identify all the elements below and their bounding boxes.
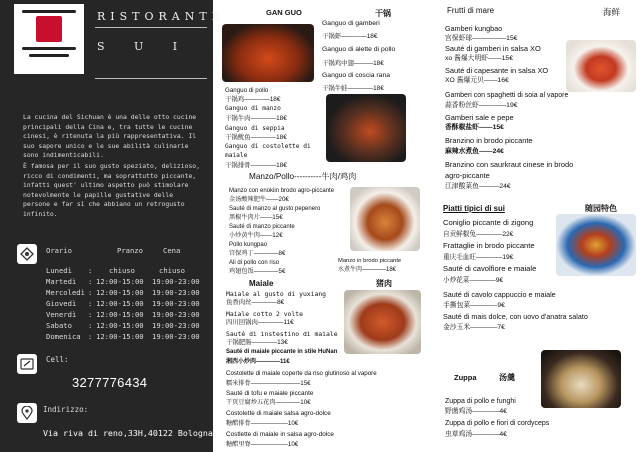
divider — [95, 78, 207, 79]
menu-line: 四川回锅肉————11€ — [226, 319, 294, 326]
hours-dinner: 19:00-23:00 — [152, 332, 200, 341]
hours-lunch: 12:00-15:00 — [96, 288, 144, 297]
menu-line: Pollo kungpao — [229, 242, 268, 248]
hours-header-orario: Orario — [46, 246, 72, 255]
menu-line: 干锅虾————18€ — [322, 33, 378, 40]
menu-line: Sauté di cavolo cappuccio e maiale — [443, 290, 556, 299]
section-title-zuppa: Zuppa — [454, 373, 477, 382]
menu-line: Coniglio piccante di zigong — [443, 218, 534, 227]
menu-line: 干锅鸡————18€ — [225, 96, 281, 103]
menu-line: 香酥椒盐虾——15€ — [445, 124, 504, 131]
about-paragraph-2: È famosa per il suo gusto speziato, delizioso, ricco di condimenti, ma soprattutto piccante, infatti quest' ultimo aspetto può stimolare notevolmente le papille gustative delle persone e far sì che abbiano un retrogusto infinito. — [23, 161, 200, 218]
menu-line: 干锅肥肠————13€ — [226, 339, 288, 346]
menu-line: 干锅鱿鱼————18€ — [225, 134, 287, 141]
menu-line: 宫保鸡丁————8€ — [229, 250, 286, 257]
menu-line: 黑椒牛肉片——15€ — [229, 214, 283, 221]
dish-photo-piatti — [556, 214, 636, 276]
menu-line: 干页豆腐炒五花肉————10€ — [226, 399, 311, 406]
menu-line: Sauté di instestino di maiale — [226, 330, 338, 338]
menu-line: Ganguo di costolette di — [225, 143, 311, 150]
hours-dinner: 19:00-23:00 — [152, 299, 200, 308]
menu-line: Maiale cotto 2 volte — [226, 310, 303, 318]
menu-line: 蒜香粉丝虾————19€ — [445, 102, 518, 109]
divider — [95, 27, 207, 28]
menu-line: 自贡鲜椒兔————22€ — [443, 231, 514, 238]
menu-line: Costolette di maiale salsa agro-dolce — [226, 410, 331, 417]
menu-line: XO 酱爆元贝——16€ — [445, 77, 509, 84]
menu-line: 鸡翅包饭————5€ — [229, 268, 286, 275]
hours-sep: : — [88, 266, 93, 275]
menu-line: 糯米排骨————————15€ — [226, 380, 311, 387]
menu-line: Sauté di cavolfiore e maiale — [443, 264, 537, 273]
menu-line: Sauté di manzo piccante — [229, 224, 295, 230]
menu-line: Maiale al gusto di yuxiang — [226, 290, 327, 298]
hours-sep: : — [88, 332, 93, 341]
section-title-maiale: Maiale — [249, 279, 274, 288]
menu-line: 干锅牛蛙————18€ — [322, 85, 384, 92]
info-panel — [0, 0, 225, 452]
menu-line: 小炒花菜————9€ — [443, 277, 504, 284]
menu-line: Gamberi con spaghetti di soia al vapore — [445, 92, 569, 99]
menu-line: 小炒黄牛肉——12€ — [229, 232, 283, 239]
hours-sep: : — [88, 288, 93, 297]
hours-sep: : — [88, 277, 93, 286]
about-text — [23, 113, 203, 220]
section-title-gan-guo: GAN GUO — [266, 8, 302, 17]
hours-lunch: 12:00-15:00 — [96, 277, 144, 286]
hours-dinner: 19:00-23:00 — [152, 288, 200, 297]
menu-line: Costlette di maiale in salsa agro-dolce — [226, 431, 334, 438]
hours-day: Domenica — [46, 332, 81, 341]
section-title-piatti-cn: 随园特色 — [585, 204, 617, 213]
hours-lunch: 12:00-15:00 — [96, 299, 144, 308]
menu-line: Branzino con saurkraut cinese in brodo — [445, 160, 574, 169]
menu-line: 麻辣水煮鱼——24€ — [445, 148, 504, 155]
menu-line: 手撕包菜————9€ — [443, 302, 505, 309]
hours-lunch: chiuso — [109, 266, 135, 275]
hours-lunch: 12:00-15:00 — [96, 321, 144, 330]
menu-line: maiale — [225, 152, 248, 159]
about-paragraph-1: La cucina del Sichuan è una delle otto cucine principali della Cina e, tra tutte le cucine cinesi, è ritenuta la più rappresentativa. Il suo sapore unico e le sue abilità culinarie sono indimenticabili. — [23, 113, 197, 160]
hours-day: Lunedì — [46, 266, 72, 275]
menu-line: 野菌鸡汤————4€ — [445, 408, 507, 415]
hours-dinner: 19:00-23:00 — [152, 277, 200, 286]
opening-hours — [46, 246, 211, 356]
hours-lunch: 12:00-15:00 — [96, 332, 144, 341]
brand-name-line1: RISTORANTE — [97, 10, 225, 23]
menu-line: Ganguo di alette di pollo — [322, 46, 396, 53]
hours-day: Sabato — [46, 321, 72, 330]
menu-line: Ganguo di gamberi — [322, 20, 380, 27]
hours-day: Giovedì — [46, 299, 77, 308]
menu-line: Zuppa di pollo e funghi — [445, 398, 516, 405]
section-title-frutti: Frutti di mare — [447, 6, 495, 15]
menu-line: Ali di pollo con riso — [229, 260, 280, 266]
clock-icon — [17, 244, 37, 264]
menu-line: Sauté di capesante in salsa XO — [445, 66, 549, 75]
hours-sep: : — [88, 310, 93, 319]
address: Via riva di reno,33H,40122 Bologna — [43, 428, 213, 438]
hours-dinner: chiuso — [159, 266, 185, 275]
address-label: Indirizzo: — [43, 405, 89, 414]
dish-photo-gan-guo — [222, 24, 314, 82]
menu-line: Zuppa di pollo e fiori di cordyceps — [445, 420, 550, 427]
menu-line: Ganguo di pollo — [225, 87, 269, 94]
menu-line: 宫保虾球—————15€ — [445, 35, 518, 42]
hours-day: Venerdì — [46, 310, 77, 319]
phone-number[interactable]: 3277776434 — [72, 375, 148, 390]
dish-photo-manzo — [350, 187, 420, 251]
section-title-piatti: Piatti tipici di sui — [443, 204, 505, 213]
menu-line: 江津酸菜鱼———24€ — [445, 183, 511, 190]
hours-day: Martedì — [46, 277, 77, 286]
hours-dinner: 19:00-23:00 — [152, 321, 200, 330]
menu-line: Ganguo di manzo — [225, 105, 281, 112]
menu-line: Ganguo di seppia — [225, 125, 285, 132]
menu-line: Gamberi kungbao — [445, 24, 503, 33]
menu-line: 虫草鸡汤————4€ — [445, 431, 507, 438]
section-title-gan-guo-cn: 干锅 — [375, 9, 391, 18]
section-title-frutti-cn: 海鲜 — [603, 7, 621, 17]
phone-icon — [17, 354, 37, 374]
section-title-maiale-cn: 猪肉 — [376, 279, 392, 288]
menu-line: 鱼香肉丝————8€ — [226, 299, 285, 306]
restaurant-logo — [14, 4, 84, 74]
dish-photo-gan-guo-2 — [326, 94, 406, 162]
menu-line: Gamberi sale e pepe — [445, 113, 514, 122]
dish-photo-zuppa — [541, 350, 621, 408]
menu-line: 干锅鸡中翅———18€ — [322, 60, 384, 67]
location-pin-icon — [17, 403, 37, 423]
menu-line: Sauté di tofu e maiale piccante — [226, 390, 314, 397]
brand-name-line2: S U I — [97, 40, 180, 53]
dish-photo-frutti — [566, 40, 636, 92]
menu-line: Branzino in brodo piccante — [445, 136, 533, 145]
hours-header-cena: Cena — [163, 246, 181, 255]
menu-line: 湘西小炒肉————11€ — [226, 359, 290, 365]
menu-line: 水煮牛肉————18€ — [338, 267, 397, 273]
menu-line: 干锅排骨————18€ — [225, 162, 287, 169]
menu-line: Manzo con enokiin brodo agro-piccante — [229, 188, 335, 194]
menu-line: Costolette di maiale coperte da riso glutinoso al vapore — [226, 370, 377, 377]
menu-line: 重庆毛血旺————19€ — [443, 254, 514, 261]
menu-line: 金沙玉米————7€ — [443, 324, 505, 331]
menu-line: Sauté di maiale piccante in stile HuNan — [226, 349, 338, 355]
section-title-zuppa-cn: 汤羹 — [499, 373, 515, 382]
menu-line: 干锅牛肉————18€ — [225, 115, 287, 122]
cell-label: Cell: — [46, 355, 69, 364]
menu-line: 金汤酸辣肥牛——20€ — [229, 196, 289, 203]
hours-day: Mercoledì — [46, 288, 85, 297]
menu-line: 糖醋排骨——————10€ — [226, 420, 299, 427]
hours-sep: : — [88, 321, 93, 330]
dish-photo-maiale — [344, 290, 421, 354]
menu-line: Manzo in brodo piccante — [338, 258, 402, 264]
hours-lunch: 12:00-15:00 — [96, 310, 144, 319]
menu-line: xo 酱爆大明虾——15€ — [445, 55, 513, 62]
menu-line: agro-piccante — [445, 171, 490, 180]
menu-line: Frattaglie in brodo piccante — [443, 241, 535, 250]
hours-header-pranzo: Pranzo — [117, 246, 143, 255]
hours-sep: : — [88, 299, 93, 308]
menu-line: Sauté di gamberi in salsa XO — [445, 44, 541, 53]
menu-line: Sauté di mais dolce, con uovo d'anatra salato — [443, 312, 588, 321]
menu-line: Sauté di manzo al gusto pepenero — [229, 206, 321, 212]
section-title-manzo-pollo: Manzo/Pollo----------牛肉/鸡肉 — [249, 172, 357, 181]
menu-line: 糖醋里脊——————10€ — [226, 441, 299, 448]
menu-line: Ganguo di coscia rana — [322, 72, 391, 79]
hours-dinner: 19:00-23:00 — [152, 310, 200, 319]
